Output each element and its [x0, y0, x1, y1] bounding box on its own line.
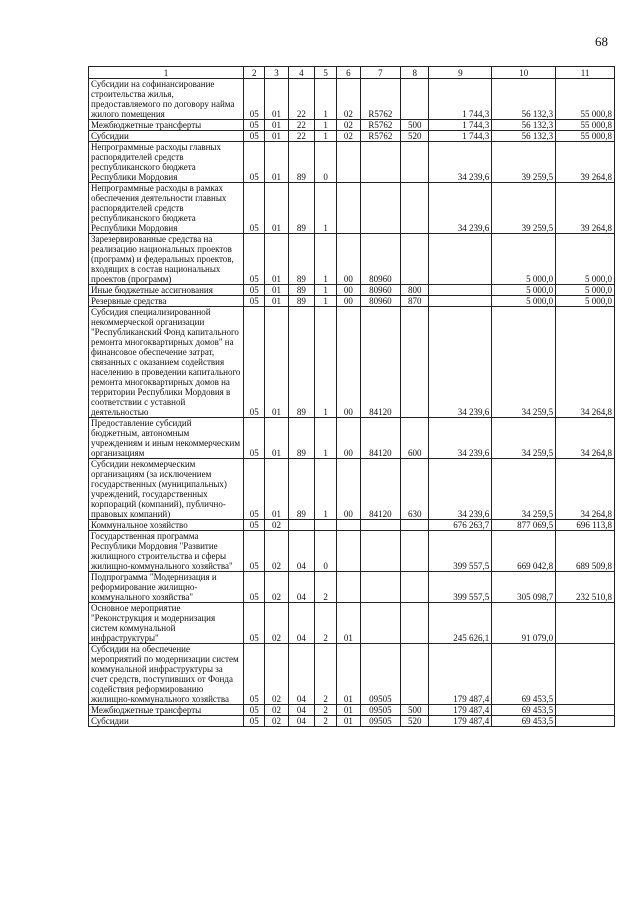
code-expense-type [401, 142, 429, 183]
code-subprogram: 1 [314, 285, 336, 296]
code-event: 00 [337, 296, 360, 307]
amount-col-10: 69 453,5 [492, 716, 556, 727]
code-subsection: 02 [265, 572, 288, 603]
code-program: 89 [288, 459, 314, 520]
amount-col-9: 34 239,6 [429, 183, 492, 234]
code-program: 04 [288, 572, 314, 603]
code-subprogram: 2 [314, 716, 336, 727]
code-expense-type [401, 603, 429, 644]
code-subprogram [314, 520, 336, 531]
code-expense-type: 520 [401, 131, 429, 142]
code-program: 22 [288, 131, 314, 142]
code-subsection: 01 [265, 131, 288, 142]
code-expense-type [401, 644, 429, 705]
code-direction: 80960 [360, 296, 401, 307]
code-program: 89 [288, 307, 314, 418]
code-direction [360, 531, 401, 572]
amount-col-10: 5 000,0 [492, 285, 556, 296]
code-program: 89 [288, 296, 314, 307]
amount-col-11: 232 510,8 [556, 572, 615, 603]
code-subprogram: 2 [314, 603, 336, 644]
amount-col-9 [429, 296, 492, 307]
code-program: 89 [288, 418, 314, 459]
code-program: 04 [288, 716, 314, 727]
code-event: 01 [337, 603, 360, 644]
code-section: 05 [244, 705, 265, 716]
amount-col-11: 5 000,0 [556, 296, 615, 307]
code-subprogram: 1 [314, 131, 336, 142]
amount-col-9: 676 263,7 [429, 520, 492, 531]
code-subsection: 01 [265, 142, 288, 183]
amount-col-11: 696 113,8 [556, 520, 615, 531]
code-section: 05 [244, 716, 265, 727]
column-header: 4 [288, 67, 314, 79]
code-expense-type: 600 [401, 418, 429, 459]
code-subsection: 02 [265, 705, 288, 716]
table-row [89, 131, 615, 142]
code-program: 04 [288, 644, 314, 705]
amount-col-9: 179 487,4 [429, 705, 492, 716]
amount-col-9: 179 487,4 [429, 716, 492, 727]
row-name: Субсидии на обеспечение мероприятий по модернизации систем коммунальной инфраструктуры за счет средств, поступивших от Фонда содействия реформированию жилищно-коммунального хозяйства [89, 644, 244, 705]
code-direction [360, 603, 401, 644]
code-section: 05 [244, 131, 265, 142]
row-name: Межбюджетные трансферты [89, 705, 244, 716]
amount-col-9: 34 239,6 [429, 307, 492, 418]
code-subprogram: 1 [314, 459, 336, 520]
code-expense-type: 500 [401, 705, 429, 716]
column-header: 9 [429, 67, 492, 79]
amount-col-11 [556, 644, 615, 705]
amount-col-10: 5 000,0 [492, 234, 556, 285]
code-event [337, 520, 360, 531]
code-event: 02 [337, 79, 360, 120]
code-section: 05 [244, 234, 265, 285]
code-program: 22 [288, 120, 314, 131]
amount-col-11 [556, 603, 615, 644]
code-event: 00 [337, 459, 360, 520]
code-subprogram: 2 [314, 705, 336, 716]
code-subsection: 01 [265, 234, 288, 285]
table-row [89, 705, 615, 716]
amount-col-10: 5 000,0 [492, 296, 556, 307]
code-subprogram: 1 [314, 296, 336, 307]
row-name: Зарезервированные средства на реализацию национальных проектов (программ) и федеральных проектов, входящих в состав национальных проектов (программ) [89, 234, 244, 285]
column-header: 3 [265, 67, 288, 79]
code-event: 01 [337, 705, 360, 716]
row-name: Субсидии некоммерческим организациям (за исключением государственных (муниципальных) учреждений, государственных корпораций (компаний), публично-правовых компаний) [89, 459, 244, 520]
amount-col-11: 55 000,8 [556, 120, 615, 131]
code-expense-type: 630 [401, 459, 429, 520]
code-program: 89 [288, 285, 314, 296]
budget-table [88, 66, 615, 727]
code-expense-type [401, 234, 429, 285]
code-program: 89 [288, 183, 314, 234]
code-expense-type [401, 307, 429, 418]
code-expense-type [401, 572, 429, 603]
amount-col-11: 39 264,8 [556, 183, 615, 234]
code-event: 01 [337, 644, 360, 705]
amount-col-11: 34 264,8 [556, 418, 615, 459]
row-name: Непрограммные расходы главных распорядителей средств республиканского бюджета Республики Мордовия [89, 142, 244, 183]
code-subprogram: 2 [314, 644, 336, 705]
code-subsection: 01 [265, 183, 288, 234]
code-event: 00 [337, 307, 360, 418]
amount-col-10: 34 259,5 [492, 418, 556, 459]
amount-col-11: 34 264,8 [556, 307, 615, 418]
code-subsection: 02 [265, 644, 288, 705]
amount-col-11: 5 000,0 [556, 285, 615, 296]
code-section: 05 [244, 307, 265, 418]
amount-col-9: 1 744,3 [429, 131, 492, 142]
code-section: 05 [244, 459, 265, 520]
row-name: Резервные средства [89, 296, 244, 307]
code-subprogram: 0 [314, 142, 336, 183]
code-expense-type [401, 520, 429, 531]
code-section: 05 [244, 531, 265, 572]
code-subsection: 02 [265, 603, 288, 644]
row-name: Подпрограмма "Модернизация и реформирование жилищно-коммунального хозяйства" [89, 572, 244, 603]
amount-col-9: 34 239,6 [429, 418, 492, 459]
table-row [89, 307, 615, 418]
amount-col-10: 34 259,5 [492, 307, 556, 418]
code-subsection: 01 [265, 418, 288, 459]
amount-col-10: 39 259,5 [492, 183, 556, 234]
amount-col-10: 56 132,3 [492, 131, 556, 142]
code-subprogram: 1 [314, 183, 336, 234]
amount-col-10: 39 259,5 [492, 142, 556, 183]
amount-col-11: 689 509,8 [556, 531, 615, 572]
column-header: 11 [556, 67, 615, 79]
table-row [89, 120, 615, 131]
row-name: Субсидии на софинансирование строительства жилья, предоставляемого по договору найма жилого помещения [89, 79, 244, 120]
code-subprogram: 1 [314, 234, 336, 285]
code-subprogram: 1 [314, 418, 336, 459]
code-section: 05 [244, 418, 265, 459]
code-subsection: 01 [265, 285, 288, 296]
column-header: 8 [401, 67, 429, 79]
code-section: 05 [244, 285, 265, 296]
row-name: Субсидии [89, 716, 244, 727]
amount-col-9: 1 744,3 [429, 79, 492, 120]
table-row [89, 296, 615, 307]
code-section: 05 [244, 603, 265, 644]
row-name: Государственная программа Республики Мордовия "Развитие жилищного строительства и сферы жилищно-коммунального хозяйства" [89, 531, 244, 572]
row-name: Субсидия специализированной некоммерческой организации "Республиканский Фонд капитального ремонта многоквартирных домов" на финансовое обеспечение затрат, связанных с оказанием содействия населению в проведении капитального ремонта многоквартирных домов на территории Республики Мордовия в соответствии с уставной деятельностью [89, 307, 244, 418]
code-direction: R5762 [360, 79, 401, 120]
code-event: 00 [337, 234, 360, 285]
amount-col-11: 34 264,8 [556, 459, 615, 520]
code-section: 05 [244, 183, 265, 234]
amount-col-9: 1 744,3 [429, 120, 492, 131]
code-section: 05 [244, 79, 265, 120]
code-subsection: 01 [265, 79, 288, 120]
row-name: Коммунальное хозяйство [89, 520, 244, 531]
amount-col-10: 34 259,5 [492, 459, 556, 520]
table-row [89, 603, 615, 644]
code-subsection: 01 [265, 459, 288, 520]
amount-col-11: 5 000,0 [556, 234, 615, 285]
column-header: 7 [360, 67, 401, 79]
amount-col-10: 69 453,5 [492, 705, 556, 716]
code-event: 00 [337, 285, 360, 296]
table-row [89, 716, 615, 727]
table-row [89, 418, 615, 459]
code-expense-type: 870 [401, 296, 429, 307]
page-number: 68 [595, 34, 608, 49]
amount-col-9 [429, 285, 492, 296]
amount-col-9: 399 557,5 [429, 531, 492, 572]
amount-col-9 [429, 234, 492, 285]
code-section: 05 [244, 644, 265, 705]
code-direction: 09505 [360, 644, 401, 705]
row-name: Основное мероприятие "Реконструкция и модернизация систем коммунальной инфраструктуры" [89, 603, 244, 644]
code-expense-type: 520 [401, 716, 429, 727]
amount-col-10: 69 453,5 [492, 644, 556, 705]
table-row [89, 234, 615, 285]
table-row [89, 531, 615, 572]
table-row [89, 285, 615, 296]
amount-col-9: 399 557,5 [429, 572, 492, 603]
code-direction [360, 572, 401, 603]
column-header: 10 [492, 67, 556, 79]
code-direction: 80960 [360, 285, 401, 296]
amount-col-10: 56 132,3 [492, 120, 556, 131]
code-program: 04 [288, 705, 314, 716]
code-event: 02 [337, 120, 360, 131]
code-program: 04 [288, 531, 314, 572]
amount-col-9: 179 487,4 [429, 644, 492, 705]
code-subsection: 02 [265, 716, 288, 727]
code-section: 05 [244, 520, 265, 531]
row-name: Иные бюджетные ассигнования [89, 285, 244, 296]
amount-col-9: 245 626,1 [429, 603, 492, 644]
code-direction [360, 183, 401, 234]
amount-col-10: 91 079,0 [492, 603, 556, 644]
code-direction [360, 142, 401, 183]
code-program: 89 [288, 234, 314, 285]
code-subprogram: 1 [314, 79, 336, 120]
code-section: 05 [244, 142, 265, 183]
table-row [89, 520, 615, 531]
code-direction [360, 520, 401, 531]
code-subsection: 02 [265, 520, 288, 531]
amount-col-10: 877 069,5 [492, 520, 556, 531]
code-event [337, 572, 360, 603]
table-row [89, 183, 615, 234]
code-subprogram: 1 [314, 307, 336, 418]
code-direction: R5762 [360, 131, 401, 142]
amount-col-11: 55 000,8 [556, 131, 615, 142]
row-name: Предоставление субсидий бюджетным, автономным учреждениям и иным некоммерческим организациям [89, 418, 244, 459]
code-expense-type [401, 531, 429, 572]
table-header-row [89, 67, 615, 79]
amount-col-10: 56 132,3 [492, 79, 556, 120]
code-direction: 80960 [360, 234, 401, 285]
code-event: 01 [337, 716, 360, 727]
row-name: Субсидии [89, 131, 244, 142]
code-direction: 84120 [360, 307, 401, 418]
code-section: 05 [244, 296, 265, 307]
code-subsection: 01 [265, 296, 288, 307]
code-direction: 84120 [360, 459, 401, 520]
table-row [89, 142, 615, 183]
code-event [337, 531, 360, 572]
amount-col-11 [556, 705, 615, 716]
column-header: 1 [89, 67, 244, 79]
column-header: 5 [314, 67, 336, 79]
code-expense-type [401, 79, 429, 120]
code-direction: R5762 [360, 120, 401, 131]
code-event: 02 [337, 131, 360, 142]
code-event: 00 [337, 418, 360, 459]
code-direction: 84120 [360, 418, 401, 459]
amount-col-9: 34 239,6 [429, 142, 492, 183]
row-name: Непрограммные расходы в рамках обеспечения деятельности главных распорядителей средств республиканского бюджета Республики Мордовия [89, 183, 244, 234]
code-subsection: 02 [265, 531, 288, 572]
code-event [337, 142, 360, 183]
code-expense-type: 500 [401, 120, 429, 131]
amount-col-10: 669 042,8 [492, 531, 556, 572]
column-header: 6 [337, 67, 360, 79]
code-subprogram: 0 [314, 531, 336, 572]
code-subprogram: 2 [314, 572, 336, 603]
code-event [337, 183, 360, 234]
table-row [89, 79, 615, 120]
amount-col-10: 305 098,7 [492, 572, 556, 603]
code-program: 04 [288, 603, 314, 644]
column-header: 2 [244, 67, 265, 79]
code-expense-type: 800 [401, 285, 429, 296]
code-section: 05 [244, 572, 265, 603]
amount-col-11: 55 000,8 [556, 79, 615, 120]
code-subsection: 01 [265, 307, 288, 418]
code-program: 89 [288, 142, 314, 183]
code-program [288, 520, 314, 531]
code-direction: 09505 [360, 716, 401, 727]
table-row [89, 572, 615, 603]
code-subprogram: 1 [314, 120, 336, 131]
amount-col-11: 39 264,8 [556, 142, 615, 183]
code-subsection: 01 [265, 120, 288, 131]
code-section: 05 [244, 120, 265, 131]
table-row [89, 459, 615, 520]
table-row [89, 644, 615, 705]
code-expense-type [401, 183, 429, 234]
amount-col-11 [556, 716, 615, 727]
amount-col-9: 34 239,6 [429, 459, 492, 520]
row-name: Межбюджетные трансферты [89, 120, 244, 131]
code-direction: 09505 [360, 705, 401, 716]
code-program: 22 [288, 79, 314, 120]
